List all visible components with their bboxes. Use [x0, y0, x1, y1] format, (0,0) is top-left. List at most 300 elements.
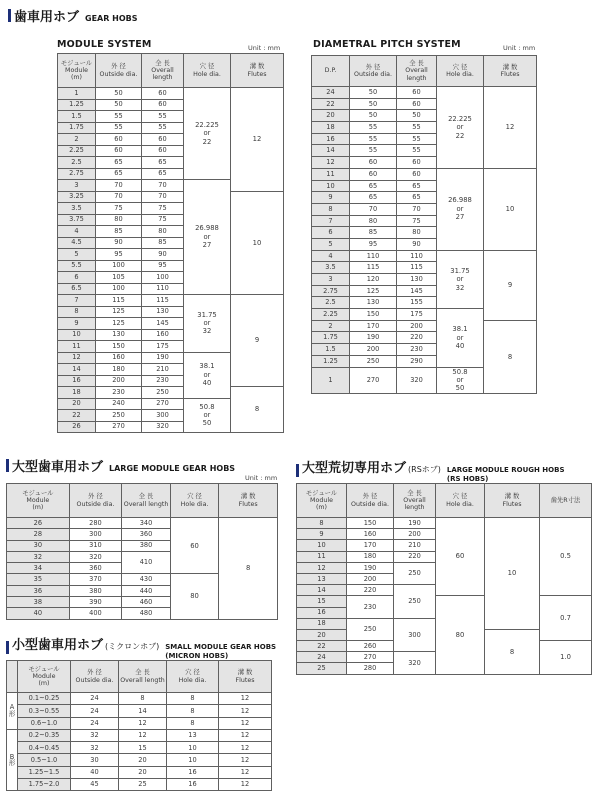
large-heading-bar [6, 459, 9, 472]
header-jp: 穴 径 [187, 493, 202, 501]
hole-dia-cell-line: or [203, 319, 211, 327]
hole-dia-cell-line: or [456, 333, 464, 342]
module-cell: 22 [58, 410, 96, 422]
length-cell: 190 [142, 352, 184, 364]
module-cell: 34 [7, 563, 70, 574]
length-cell: 130 [142, 306, 184, 318]
header-cell [347, 484, 394, 518]
table-row [58, 387, 284, 399]
length-cell: 210 [394, 540, 436, 551]
outside-dia-cell: 65 [350, 180, 397, 192]
module-cell: 0.4~0.45 [18, 742, 71, 754]
module-cell: 15 [297, 596, 347, 607]
module-cell: 0.3~0.55 [18, 705, 71, 717]
length-cell: 270 [142, 398, 184, 410]
header-cell [540, 484, 592, 518]
outside-dia-cell: 230 [96, 387, 142, 399]
length-cell: 250 [394, 585, 436, 619]
hole-dia-cell [184, 295, 231, 353]
module-cell: 1.75~2.0 [18, 779, 71, 791]
module-cell: 10 [58, 329, 96, 341]
flutes-cell: 8 [231, 387, 284, 433]
table-row [58, 88, 284, 100]
rough-title-jp-small: (RSホブ) [408, 465, 441, 474]
header-en: Flutes [235, 676, 255, 684]
outside-dia-cell: 55 [350, 145, 397, 157]
header-jp: 全 長 [407, 489, 422, 497]
module-cell: 14 [58, 364, 96, 376]
length-cell: 220 [397, 332, 437, 344]
hole-dia-cell [437, 168, 484, 250]
module-cell: 3 [58, 180, 96, 192]
length-cell: 360 [122, 529, 171, 540]
module-cell: 0.6~1.0 [18, 717, 71, 729]
module-cell: 12 [297, 562, 347, 573]
small-module-heading [6, 634, 285, 661]
dp-cell: 11 [312, 168, 350, 180]
large-title-jp: 大型歯車用ホブ [12, 460, 104, 475]
length-cell: 60 [397, 168, 437, 180]
length-cell: 220 [394, 551, 436, 562]
outside-dia-cell: 260 [347, 641, 394, 652]
dp-cell: 1.75 [312, 332, 350, 344]
outside-dia-cell: 220 [347, 585, 394, 596]
header-cell [119, 661, 167, 693]
outside-dia-cell: 150 [347, 518, 394, 529]
flutes-cell: 12 [219, 779, 272, 791]
diametral-unit: Unit : mm [503, 44, 536, 52]
module-cell: 26 [58, 421, 96, 433]
header-jp: 全 長 [135, 669, 150, 677]
length-cell: 95 [142, 260, 184, 272]
module-cell: 2 [58, 134, 96, 146]
hole-dia-cell-line: 26.988 [195, 224, 219, 233]
outside-dia-cell: 24 [71, 717, 119, 729]
hole-dia-cell [184, 180, 231, 295]
header-en: Flutes [500, 71, 520, 78]
header-cell [71, 661, 119, 693]
outside-dia-cell: 60 [350, 168, 397, 180]
length-cell: 50 [397, 110, 437, 122]
header-cell [184, 54, 231, 88]
outside-dia-cell: 150 [350, 309, 397, 321]
header-jp: 歯先R寸法 [550, 496, 581, 504]
header-en: Outside dia. [99, 70, 138, 78]
table-row [312, 320, 537, 332]
header-cell [170, 484, 219, 518]
length-cell: 60 [142, 88, 184, 100]
dp-cell: 12 [312, 157, 350, 169]
hole-dia-cell-line: 22 [455, 131, 465, 140]
module-cell: 1.5 [58, 111, 96, 123]
dp-cell: 24 [312, 87, 350, 99]
length-cell: 320 [397, 367, 437, 393]
module-cell: 38 [7, 597, 70, 608]
module-cell: 10 [297, 540, 347, 551]
module-cell: 1.25 [58, 99, 96, 111]
length-cell: 55 [397, 145, 437, 157]
header-cell [7, 484, 70, 518]
length-cell: 130 [397, 274, 437, 286]
length-cell: 320 [142, 421, 184, 433]
hole-dia-cell: 16 [167, 766, 219, 778]
dp-cell: 7 [312, 215, 350, 227]
header-jp: モジュール [28, 665, 60, 673]
header-cell [58, 54, 96, 88]
dp-cell: 10 [312, 180, 350, 192]
header-title-en: GEAR HOBS [85, 14, 138, 23]
module-cell: 16 [297, 607, 347, 618]
module-cell: 18 [297, 618, 347, 629]
outside-dia-cell: 105 [96, 272, 142, 284]
header-en: Overall length [123, 500, 169, 508]
length-cell: 115 [142, 295, 184, 307]
table-header-row [58, 54, 284, 88]
flutes-cell: 10 [485, 518, 540, 630]
outside-dia-cell: 115 [350, 262, 397, 274]
large-module-table [6, 483, 278, 620]
header-cell [69, 484, 122, 518]
dp-cell: 22 [312, 98, 350, 110]
length-cell: 65 [397, 180, 437, 192]
module-cell: 11 [297, 551, 347, 562]
length-cell: 55 [397, 133, 437, 145]
dp-cell: 18 [312, 122, 350, 134]
header-en: Overall length [151, 66, 174, 82]
header-cell [485, 484, 540, 518]
header-en: Hole dia. [193, 70, 221, 78]
header-sub: (m) [32, 504, 44, 512]
outside-dia-cell: 32 [71, 729, 119, 741]
hole-dia-cell-line: 27 [455, 213, 465, 222]
outside-dia-cell: 280 [347, 663, 394, 674]
length-cell: 12 [119, 717, 167, 729]
length-cell: 290 [397, 355, 437, 367]
outside-dia-cell: 70 [350, 203, 397, 215]
length-cell: 175 [397, 309, 437, 321]
module-cell: 9 [297, 529, 347, 540]
module-cell: 20 [297, 629, 347, 640]
diametral-system-table [311, 55, 537, 394]
header-cell-blank [7, 661, 18, 693]
module-cell: 6.5 [58, 283, 96, 295]
type-b-label [7, 729, 18, 790]
large-title-en: LARGE MODULE GEAR HOBS [109, 464, 236, 473]
length-cell: 60 [397, 157, 437, 169]
outside-dia-cell: 70 [96, 191, 142, 203]
outside-dia-cell: 32 [71, 742, 119, 754]
hole-dia-cell-line: or [456, 123, 464, 132]
header-en: Module [310, 496, 333, 504]
outside-dia-cell: 300 [69, 529, 122, 540]
length-cell: 20 [119, 754, 167, 766]
header-en: Module [65, 66, 88, 74]
outside-dia-cell: 70 [96, 180, 142, 192]
table-row [297, 518, 592, 529]
length-cell: 75 [142, 203, 184, 215]
header-cell [397, 56, 437, 87]
hole-dia-cell [184, 398, 231, 433]
header-en: Module [32, 672, 56, 680]
length-cell: 200 [394, 529, 436, 540]
header-cell [312, 56, 350, 87]
header-en: Overall length [120, 676, 165, 684]
outside-dia-cell: 115 [96, 295, 142, 307]
header-jp: 外 径 [88, 493, 103, 501]
outside-dia-cell: 65 [96, 168, 142, 180]
outside-dia-cell: 280 [69, 518, 122, 529]
module-cell: 0.5~1.0 [18, 754, 71, 766]
length-cell: 60 [397, 98, 437, 110]
hole-dia-cell-line: or [456, 204, 464, 213]
length-cell: 60 [397, 87, 437, 99]
length-cell: 90 [397, 238, 437, 250]
header-cell [219, 661, 272, 693]
table-row [7, 754, 272, 766]
module-system-table [57, 53, 284, 433]
hole-dia-cell: 8 [167, 693, 219, 705]
length-cell: 145 [397, 285, 437, 297]
rough-hobs-table [296, 483, 592, 675]
length-cell: 70 [142, 191, 184, 203]
outside-dia-cell: 90 [96, 237, 142, 249]
table-row [58, 295, 284, 307]
module-cell: 18 [58, 387, 96, 399]
length-cell: 250 [142, 387, 184, 399]
header-sub: (m) [315, 504, 328, 512]
length-cell: 70 [142, 180, 184, 192]
flutes-cell: 12 [219, 766, 272, 778]
table-header-row [312, 56, 537, 87]
length-cell: 55 [142, 122, 184, 134]
module-cell: 8 [297, 518, 347, 529]
small-title-jp: 小型歯車用ホブ [12, 638, 104, 653]
hole-dia-cell: 8 [167, 705, 219, 717]
hole-dia-cell: 80 [436, 596, 485, 674]
hole-dia-cell [437, 309, 484, 367]
length-cell: 80 [397, 227, 437, 239]
dp-cell: 1.25 [312, 355, 350, 367]
header-cell [484, 56, 537, 87]
length-cell: 60 [142, 99, 184, 111]
module-cell: 3.75 [58, 214, 96, 226]
dp-cell: 4 [312, 250, 350, 262]
table-header-row [297, 484, 592, 518]
table-row [7, 766, 272, 778]
header-jp: 全 長 [138, 493, 154, 501]
dp-cell: 1 [312, 367, 350, 393]
outside-dia-cell: 55 [350, 122, 397, 134]
length-cell: 60 [142, 145, 184, 157]
length-cell: 380 [122, 540, 171, 551]
header-en: D.P. [324, 67, 337, 75]
length-cell: 175 [142, 341, 184, 353]
hole-dia-cell: 60 [436, 518, 485, 596]
outside-dia-cell: 125 [96, 318, 142, 330]
length-cell: 340 [122, 518, 171, 529]
hole-dia-cell: 13 [167, 729, 219, 741]
header-jp: 溝 数 [237, 669, 253, 677]
length-cell: 65 [142, 157, 184, 169]
module-cell: 22 [297, 641, 347, 652]
hole-dia-cell: 8 [167, 717, 219, 729]
header-en: Hole dia. [446, 71, 474, 78]
flutes-cell: 12 [219, 742, 272, 754]
length-cell: 85 [142, 237, 184, 249]
length-cell: 80 [142, 226, 184, 238]
flutes-cell: 12 [219, 754, 272, 766]
outside-dia-cell: 95 [96, 249, 142, 261]
rough-title-jp: 大型荒切専用ホブ [302, 461, 407, 476]
module-cell: 7 [58, 295, 96, 307]
hole-dia-cell-line: or [203, 232, 211, 241]
type-a-label [7, 693, 18, 730]
outside-dia-cell: 200 [96, 375, 142, 387]
outside-dia-cell: 75 [96, 203, 142, 215]
module-cell: 6 [58, 272, 96, 284]
outside-dia-cell: 110 [350, 250, 397, 262]
hole-dia-cell: 60 [170, 518, 219, 574]
length-cell: 440 [122, 585, 171, 596]
length-cell: 20 [119, 766, 167, 778]
header-title-jp: 歯車用ホブ [14, 10, 80, 25]
header-cell [350, 56, 397, 87]
length-cell: 190 [394, 518, 436, 529]
hole-dia-cell-line: or [203, 370, 211, 379]
flutes-cell: 8 [484, 320, 537, 393]
header-cell [167, 661, 219, 693]
outside-dia-cell: 240 [96, 398, 142, 410]
outside-dia-cell: 100 [96, 260, 142, 272]
module-cell: 28 [7, 529, 70, 540]
length-cell: 14 [119, 705, 167, 717]
outside-dia-cell: 400 [69, 608, 122, 619]
table-row [7, 705, 272, 717]
small-heading-bar [6, 641, 9, 654]
flutes-cell: 9 [231, 295, 284, 387]
header-jp: 外 径 [362, 493, 378, 501]
flutes-cell: 12 [231, 88, 284, 192]
table-row [7, 518, 278, 529]
flutes-cell: 8 [485, 629, 540, 674]
hole-dia-cell-line: 38.1 [452, 325, 468, 334]
hole-dia-cell-line: 26.988 [448, 196, 472, 205]
length-cell: 65 [397, 192, 437, 204]
outside-dia-cell: 120 [350, 274, 397, 286]
dp-cell: 2 [312, 320, 350, 332]
outside-dia-cell: 270 [350, 367, 397, 393]
outside-dia-cell: 50 [350, 87, 397, 99]
hole-dia-cell-line: 31.75 [197, 310, 217, 319]
hole-dia-cell [437, 87, 484, 169]
outside-dia-cell: 160 [96, 352, 142, 364]
outside-dia-cell: 60 [350, 157, 397, 169]
length-cell: 55 [397, 122, 437, 134]
flutes-cell: 12 [484, 87, 537, 169]
module-cell: 25 [297, 663, 347, 674]
hole-dia-cell: 80 [170, 574, 219, 619]
dp-cell: 3 [312, 274, 350, 286]
module-cell: 1 [58, 88, 96, 100]
length-cell: 250 [394, 562, 436, 584]
module-cell: 14 [297, 585, 347, 596]
flutes-cell: 8 [219, 518, 278, 620]
module-cell: 2.25 [58, 145, 96, 157]
header-en: Module [26, 496, 50, 504]
module-cell: 5.5 [58, 260, 96, 272]
table-row [297, 596, 592, 607]
header-cell [436, 484, 485, 518]
hole-dia-cell-line: or [203, 129, 211, 138]
flutes-cell: 9 [484, 250, 537, 320]
length-cell: 230 [397, 344, 437, 356]
header-jp: 穴 径 [452, 63, 468, 71]
header-cell [142, 54, 184, 88]
outside-dia-cell: 65 [96, 157, 142, 169]
header-en: Flutes [247, 70, 267, 78]
hole-dia-cell-line: 27 [202, 241, 212, 250]
hole-dia-cell-line: 50 [202, 419, 212, 428]
table-row [7, 729, 272, 741]
length-cell: 320 [394, 652, 436, 674]
outside-dia-cell: 250 [347, 618, 394, 640]
header-jp: 外 径 [87, 669, 102, 677]
table-row [312, 87, 537, 99]
outside-dia-cell: 180 [96, 364, 142, 376]
outside-dia-cell: 130 [96, 329, 142, 341]
outside-dia-cell: 200 [347, 573, 394, 584]
header-en: Hole dia. [180, 500, 209, 508]
page-header [8, 6, 138, 25]
length-cell: 300 [142, 410, 184, 422]
module-cell: 26 [7, 518, 70, 529]
module-cell: 8 [58, 306, 96, 318]
module-cell: 36 [7, 585, 70, 596]
dp-cell: 6 [312, 227, 350, 239]
module-cell: 16 [58, 375, 96, 387]
module-cell: 1.25~1.5 [18, 766, 71, 778]
length-cell: 110 [142, 283, 184, 295]
header-en: Outside dia. [351, 500, 389, 508]
hole-dia-cell-line: 50 [455, 384, 465, 393]
side-label: A [9, 703, 15, 712]
outside-dia-cell: 45 [71, 779, 119, 791]
module-cell: 40 [7, 608, 70, 619]
outside-dia-cell: 320 [69, 551, 122, 562]
outside-dia-cell: 250 [96, 410, 142, 422]
header-en: Flutes [238, 500, 258, 508]
outside-dia-cell: 85 [96, 226, 142, 238]
header-jp: 全 長 [155, 59, 170, 67]
dp-cell: 2.75 [312, 285, 350, 297]
header-cell [122, 484, 171, 518]
outside-dia-cell: 125 [96, 306, 142, 318]
length-cell: 115 [397, 262, 437, 274]
header-cell [437, 56, 484, 87]
outside-dia-cell: 390 [69, 597, 122, 608]
flutes-cell: 12 [219, 693, 272, 705]
small-title-jp-small: (ミクロンホブ) [105, 642, 160, 651]
header-jp: 穴 径 [199, 63, 215, 71]
hole-dia-cell: 10 [167, 742, 219, 754]
module-cell: 3.5 [58, 203, 96, 215]
rough-heading-bar [296, 464, 299, 477]
tip-radius-cell: 0.5 [540, 518, 592, 596]
header-cell [231, 54, 284, 88]
header-en: Outside dia. [354, 71, 392, 78]
flutes-cell: 12 [219, 717, 272, 729]
hole-dia-cell [437, 250, 484, 308]
